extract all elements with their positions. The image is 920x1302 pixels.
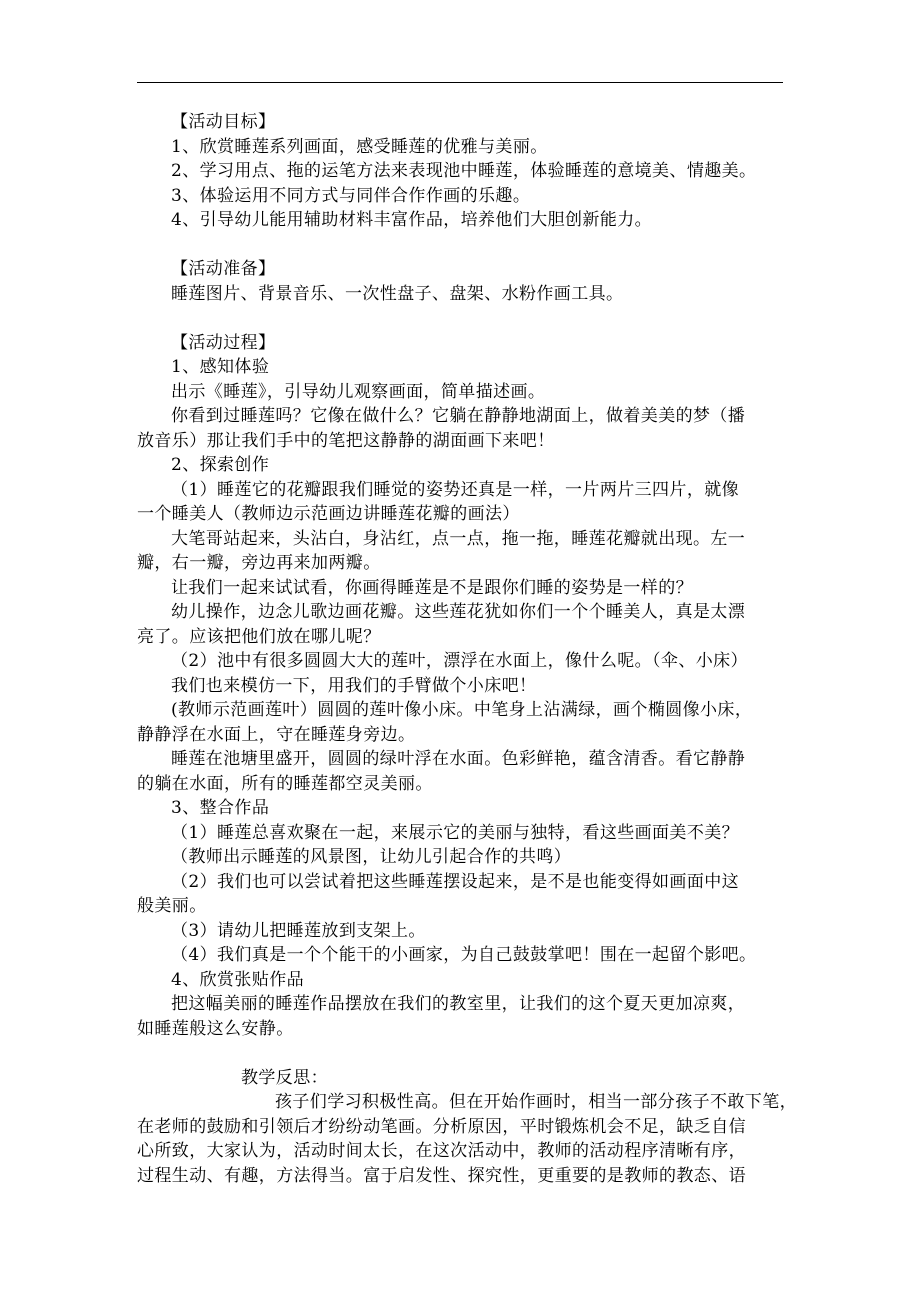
reflection-heading: 教学反思：	[241, 1067, 328, 1088]
spacer	[137, 306, 797, 331]
spacer	[137, 1041, 797, 1066]
goal-item-1: 1、欣赏睡莲系列画面，感受睡莲的优雅与美丽。	[171, 136, 548, 157]
header-rule	[137, 82, 783, 83]
process-line: （4）我们真是一个个能干的小画家，为自己鼓鼓掌吧！围在一起留个影吧。	[171, 945, 757, 965]
spacer	[137, 233, 797, 258]
process-line: 幼儿操作，边念儿歌边画花瓣。这些莲花犹如你们一个个睡美人，真是太漂	[171, 602, 746, 622]
process-line: 2、探索创作	[171, 455, 270, 475]
process-line: 把这幅美丽的睡莲作品摆放在我们的教室里，让我们的这个夏天更加凉爽，	[171, 994, 746, 1014]
process-line: （1）睡莲总喜欢聚在一起，来展示它的美丽与独特，看这些画面美不美？	[171, 822, 740, 843]
process-line: 你看到过睡莲吗？它像在做什么？它躺在静静地湖面上，做着美美的梦（播	[171, 406, 746, 426]
process-line: 睡莲在池塘里盛开，圆圆的绿叶浮在水面。色彩鲜艳，蕴含清香。看它静静	[171, 749, 746, 769]
process-line: (教师示范画莲叶）圆圆的莲叶像小床。中笔身上沾满绿，画个椭圆像小床，	[171, 700, 753, 720]
process-line: 静静浮在水面上，守在睡莲身旁边。	[137, 724, 416, 745]
prep-heading: 【活动准备】	[171, 259, 276, 279]
document-body	[137, 110, 797, 1188]
process-line: 如睡莲般这么安静。	[137, 1018, 294, 1039]
reflection-line: 在老师的鼓励和引领后才纷纷动笔画。分析原因，平时锻炼机会不足，缺乏自信	[137, 1116, 746, 1137]
goal-item-3: 3、体验运用不同方式与同伴合作作画的乐趣。	[171, 185, 531, 206]
process-line: 亮了。应该把他们放在哪儿呢？	[137, 626, 381, 647]
process-line: （2）我们也可以尝试着把这些睡莲摆设起来，是不是也能变得如画面中这	[171, 871, 740, 892]
process-line: （1）睡莲它的花瓣跟我们睡觉的姿势还真是一样，一片两片三四片，就像	[171, 479, 740, 500]
process-line: 一个睡美人（教师边示范画边讲睡莲花瓣的画法）	[137, 504, 520, 524]
process-line: 1、感知体验	[171, 357, 270, 377]
process-line: 4、欣赏张贴作品	[171, 969, 305, 990]
reflection-line: 过程生动、有趣，方法得当。富于启发性、探究性，更重要的是教师的教态、语	[137, 1165, 746, 1186]
goals-heading: 【活动目标】	[171, 112, 276, 132]
process-heading: 【活动过程】	[171, 332, 276, 353]
prep-text: 睡莲图片、背景音乐、一次性盘子、盘架、水粉作画工具。	[171, 283, 624, 304]
reflection-line: 孩子们学习积极性高。但在开始作画时，相当一部分孩子不敢下笔，	[275, 1092, 797, 1112]
process-line: 让我们一起来试试看，你画得睡莲是不是跟你们睡的姿势是一样的？	[171, 577, 693, 598]
process-line: 出示《睡莲》，引导幼儿观察画面，简单描述画。	[171, 381, 546, 402]
goal-item-2: 2、学习用点、拖的运笔方法来表现池中睡莲，体验睡莲的意境美、情趣美。	[171, 161, 757, 181]
goal-item-4: 4、引导幼儿能用辅助材料丰富作品，培养他们大胆创新能力。	[171, 210, 653, 230]
process-line: 3、整合作品	[171, 798, 270, 818]
process-line: 般美丽。	[137, 896, 207, 916]
reflection-line: 心所致，大家认为，活动时间太长，在这次活动中，教师的活动程序清晰有序，	[137, 1141, 746, 1161]
process-line: （2）池中有很多圆圆大大的莲叶，漂浮在水面上，像什么呢。（伞、小床）	[171, 651, 748, 671]
process-line: （3）请幼儿把睡莲放到支架上。	[171, 920, 426, 941]
process-line: 我们也来模仿一下，用我们的手臂做个小床吧！	[171, 675, 537, 696]
process-line: 大笔哥站起来，头沾白，身沾红，点一点，拖一拖，睡莲花瓣就出现。左一	[171, 528, 746, 549]
process-line: （教师出示睡莲的风景图，让幼儿引起合作的共鸣）	[171, 847, 572, 867]
process-line: 放音乐）那让我们手中的笔把这静静的湖面画下来吧！	[137, 430, 555, 451]
process-line: 的躺在水面，所有的睡莲都空灵美丽。	[137, 773, 433, 794]
process-line: 瓣，右一瓣，旁边再来加两瓣。	[137, 553, 381, 573]
